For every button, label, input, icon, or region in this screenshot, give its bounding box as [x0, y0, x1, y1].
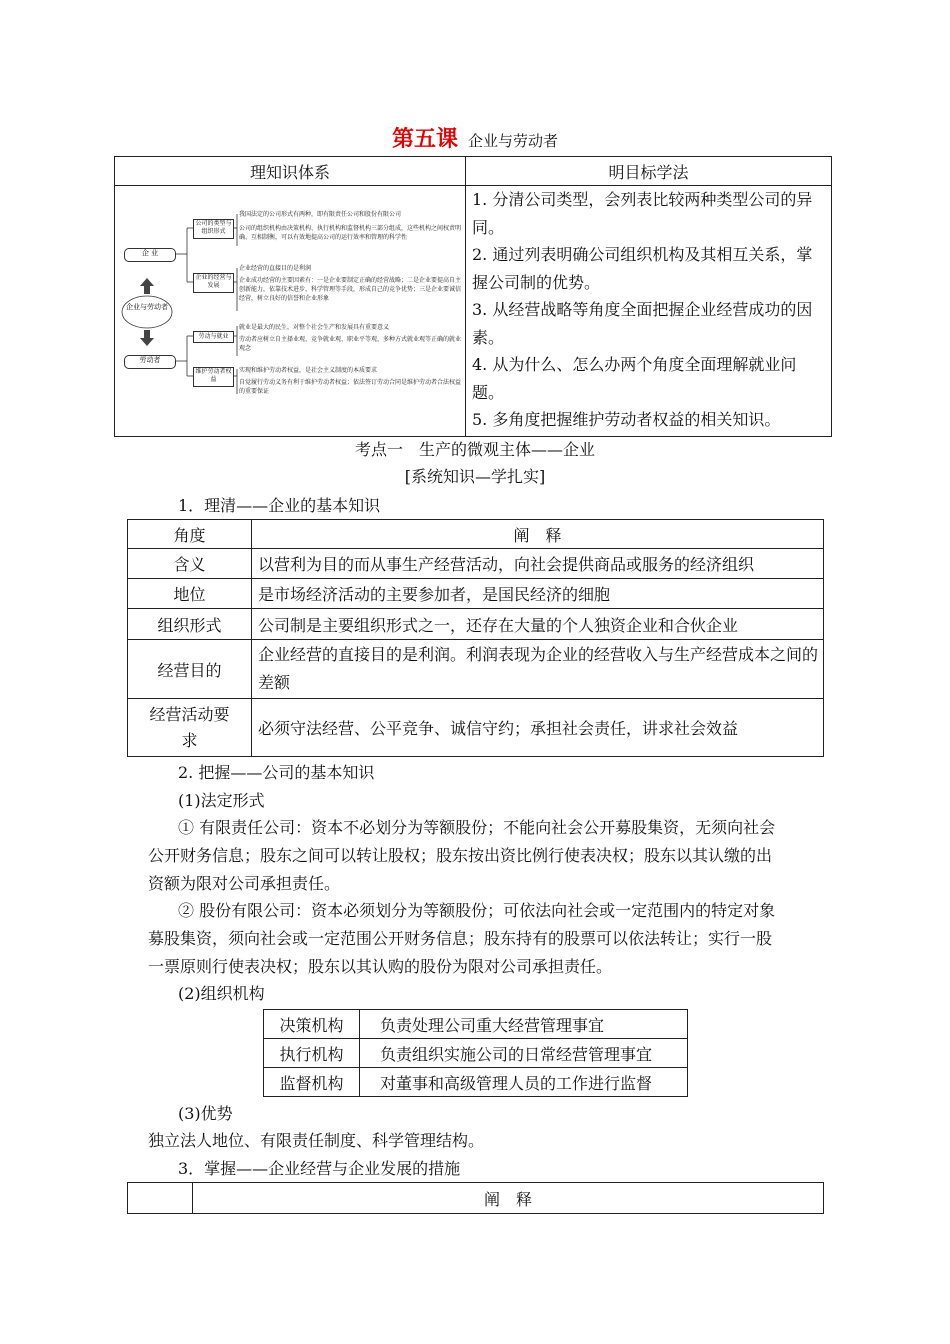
row-key: 执行机构 — [264, 1039, 360, 1068]
jsc-line-1: ② 股份有限公司：资本必须划分为等额股份；可依法向社会或一定范围内的特定对象 — [178, 901, 776, 920]
branch-company-types: 公司的类型与组织形式 — [193, 219, 234, 239]
section-subtitle: [系统知识—学扎实] — [404, 467, 546, 486]
table-header: 阐 释 — [252, 520, 824, 549]
table-header: 角度 — [128, 520, 252, 549]
table-row — [128, 609, 824, 640]
org-structure-table — [263, 1009, 688, 1097]
node-enterprise: 企 业 — [124, 248, 176, 262]
point3-heading: 3．掌握——企业经营与企业发展的措施 — [178, 1159, 461, 1178]
advantages-text: 独立法人地位、有限责任制度、科学管理结构。 — [148, 1131, 485, 1150]
row-value: 以营利为目的而从事生产经营活动，向社会提供商品或服务的经济组织 — [252, 549, 824, 579]
point2-advantages-heading: (3)优势 — [178, 1104, 233, 1123]
overview-header-left: 理知识体系 — [115, 157, 466, 186]
branch-rights: 维护劳动者权益 — [193, 367, 234, 387]
table-row — [128, 640, 824, 699]
node-center: 企业与劳动者 — [126, 303, 168, 311]
goal-item: 2. 通过列表明确公司组织机构及其相互关系，掌握公司制的优势。 — [472, 245, 813, 292]
row-value: 负责处理公司重大经营管理事宜 — [360, 1010, 688, 1039]
table-header: 阐 释 — [193, 1183, 824, 1214]
note-employment-views: 劳动者应树立自主择业观、竞争就业观、职业平等观、多种方式就业观等正确的就业观念 — [239, 336, 461, 352]
note-employment: 就业是最大的民生，对整个社会生产和发展具有重要意义 — [239, 324, 390, 331]
branch-employment: 劳动与就业 — [193, 331, 234, 343]
note-company-structure: 公司的组织机构由决策机构、执行机构和监督机构三部分组成，这些机构之间权责明确、互相制衡，可以有效地提高公司的运行效率和管理的科学性 — [239, 225, 461, 241]
table-row — [264, 1010, 688, 1039]
table-row — [128, 699, 824, 757]
row-value: 企业经营的直接目的是利润。利润表现为企业的经营收入与生产经营成本之间的差额 — [252, 640, 824, 699]
enterprise-basics-table — [127, 519, 824, 757]
row-value: 是市场经济活动的主要参加者，是国民经济的细胞 — [252, 579, 824, 609]
point2-org-structure: (2)组织机构 — [178, 984, 265, 1003]
row-value: 负责组织实施公司的日常经营管理事宜 — [360, 1039, 688, 1068]
node-laborer: 劳动者 — [124, 355, 176, 369]
row-key: 经营目的 — [128, 640, 252, 699]
table-row — [264, 1039, 688, 1068]
row-key: 决策机构 — [264, 1010, 360, 1039]
point1-heading: 1．理清——企业的基本知识 — [178, 496, 381, 515]
row-key: 组织形式 — [128, 609, 252, 640]
row-key: 地位 — [128, 579, 252, 609]
section-title: 考点一 生产的微观主体——企业 — [354, 440, 595, 459]
row-key: 含义 — [128, 549, 252, 579]
llc-line-2: 公开财务信息；股东之间可以转让股权；股东按出资比例行使表决权；股东以其认缴的出 — [148, 846, 773, 865]
point2-heading: 2. 把握——公司的基本知识 — [178, 763, 375, 782]
lesson-title: 企业与劳动者 — [468, 132, 559, 150]
goal-item: 3. 从经营战略等角度全面把握企业经营成功的因素。 — [472, 300, 813, 347]
overview-header-right: 明目标学法 — [466, 157, 832, 186]
jsc-line-3: 一票原则行使表决权；股东以其认购的股份为限对公司承担责任。 — [148, 957, 613, 976]
note-success-factors: 企业成功经营的主要因素有：一是企业要制定正确的经营战略；二是企业要提高自主创新能力，依靠技术进步、科学管理等手段，形成自己的竞争优势；三是企业要诚信经营，树立良好的信誉和企业形象 — [239, 277, 461, 302]
operations-table — [127, 1182, 824, 1214]
row-key: 监督机构 — [264, 1068, 360, 1097]
point2-legal-forms: (1)法定形式 — [178, 791, 265, 810]
table-row — [264, 1068, 688, 1097]
goal-item: 1. 分清公司类型，会列表比较两种类型公司的异同。 — [472, 190, 813, 237]
note-company-forms: 我国法定的公司形式有两种，即有限责任公司和股份有限公司 — [239, 211, 402, 218]
overview-table — [114, 156, 832, 437]
row-key: 经营活动要求 — [128, 699, 252, 757]
page-title — [0, 122, 950, 153]
llc-line-3: 资额为限对公司承担责任。 — [148, 874, 341, 893]
llc-line-1: ① 有限责任公司：资本不必划分为等额股份；不能向社会公开募股集资，无须向社会 — [178, 818, 776, 837]
jsc-line-2: 募股集资，须向社会或一定范围公开财务信息；股东持有的股票可以依法转让；实行一股 — [148, 929, 773, 948]
lesson-number: 第五课 — [391, 126, 458, 152]
note-profit: 企业经营的直接目的是利润 — [239, 265, 312, 272]
goal-item: 5. 多角度把握维护劳动者权益的相关知识。 — [472, 410, 781, 429]
table-row — [128, 579, 824, 609]
knowledge-diagram — [115, 186, 466, 437]
note-rights: 实现和维护劳动者权益，是社会主义制度的本质要求 — [239, 367, 378, 374]
table-row — [128, 549, 824, 579]
note-contract: 自觉履行劳动义务有利于维护劳动者权益；依法签订劳动合同是维护劳动者合法权益的重要保证 — [239, 379, 461, 395]
row-value: 必须守法经营、公平竞争、诚信守约；承担社会责任，讲求社会效益 — [252, 699, 824, 757]
row-value: 公司制是主要组织形式之一，还存在大量的个人独资企业和合伙企业 — [252, 609, 824, 640]
table-header-empty — [128, 1183, 193, 1214]
goals-cell — [466, 186, 832, 437]
branch-operations: 企业的经营与发展 — [193, 273, 234, 293]
goal-item: 4. 从为什么、怎么办两个角度全面理解就业问题。 — [472, 355, 797, 402]
row-value: 对董事和高级管理人员的工作进行监督 — [360, 1068, 688, 1097]
